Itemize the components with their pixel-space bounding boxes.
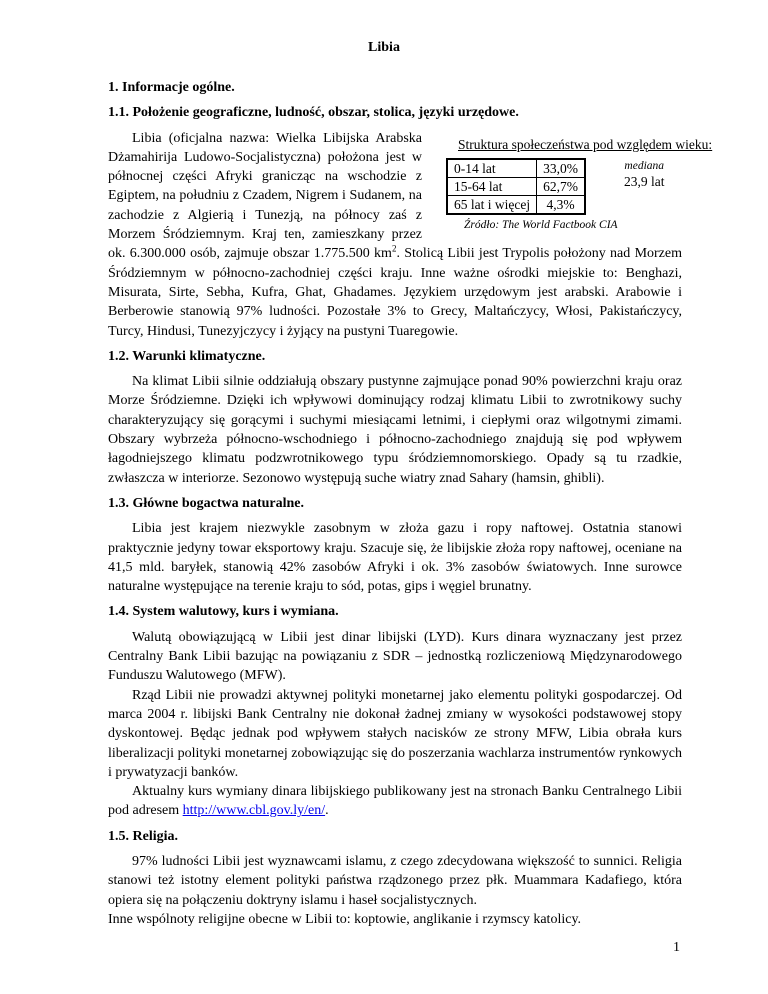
paragraph-currency-3	[108, 782, 682, 821]
median-box	[600, 158, 665, 190]
section-heading-1-1: 1.1. Położenie geograficzne, ludność, obszar, stolica, języki urzędowe.	[108, 105, 519, 121]
age-value-cell: 4,3%	[537, 195, 585, 214]
paragraph-text: Aktualny kurs wymiany dinara libijskiego publikowany jest na stronach Banku Centralnego Libii pod adresem	[108, 784, 682, 819]
paragraph-text: . Stolicą Libii jest Trypolis położony nad Morzem Śródziemnym w północno-zachodniej części kraju. Inne ważne ośrodki miejskie to: Benghazi, Misurata, Sirte, Sebha, Kufra, Ghat, Ghadames. Językiem urzędowym jest arabski. Arabowie i Berberowie stanowią 97% ludności. Pozostałe 3% to Grecy, Maltańczycy, Włosi, Pakistańczycy, Turcy, Hindusi, Tunezyjczycy i żyjący na pustyni Tuaregowie.	[108, 246, 682, 339]
age-group-cell: 0-14 lat	[447, 159, 537, 178]
age-value-cell: 62,7%	[537, 177, 585, 195]
age-group-cell: 15-64 lat	[447, 177, 537, 195]
paragraph-text: .	[325, 803, 329, 819]
section-heading-1: 1. Informacje ogólne.	[108, 80, 235, 95]
document-title: Libia	[368, 40, 400, 55]
age-structure-source: Źródło: The World Factbook CIA	[464, 218, 618, 231]
section-heading-1-4: 1.4. System walutowy, kurs i wymiana.	[108, 604, 339, 620]
paragraph-resources: Libia jest krajem niezwykle zasobnym w złoża gazu i ropy naftowej. Ostatnia stanowi praktycznie jedyny towar eksportowy kraju. Szacuje się, że libijskie złoża ropy naftowej, oceniane na 41,5 mld. baryłek, stanowią 42% zasobów Afryki i ok. 3% zasobów światowych. Inne surowce naturalne występujące na terenie kraju to sód, potas, gips i węgiel brunatny.	[108, 521, 682, 595]
section-heading-1-2: 1.2. Warunki klimatyczne.	[108, 348, 266, 364]
age-structure-row	[434, 158, 682, 215]
superscript: 2	[391, 243, 397, 254]
age-structure-box	[434, 135, 713, 236]
section-heading-1-5: 1.5. Religia.	[108, 828, 178, 844]
paragraph-religion-2: Inne wspólnoty religijne obecne w Libii to: koptowie, anglikanie i rzymscy katolicy.	[108, 911, 582, 927]
section-heading-1-3: 1.3. Główne bogactwa naturalne.	[108, 495, 304, 511]
table-row	[447, 177, 585, 195]
paragraph-religion-1: 97% ludności Libii jest wyznawcami islamu, z czego zdecydowana większość to sunnici. Religia stanowi też istotny element polityki państwa rządzonego przez płk. Muammara Kadafiego, która opiera się na połączeniu doktryny islamu i haseł socjalistycznych.	[108, 853, 682, 908]
median-label: mediana	[624, 159, 665, 172]
table-row	[447, 159, 585, 178]
document-body	[108, 78, 713, 934]
age-structure-table	[446, 158, 586, 215]
paragraph-currency-1: Walutą obowiązującą w Libii jest dinar libijski (LYD). Kurs dinara wyznaczany jest przez Centralny Bank Libii bazując na powiązaniu z SDR – jednostką rozliczeniową Międzynarodowego Funduszu Walutowego (MFW).	[108, 629, 682, 684]
median-value: 23,9 lat	[623, 173, 665, 189]
paragraph-text: Libia (oficjalna nazwa: Wielka Libijska Arabska Dżamahirija Ludowo-Socjalistyczna) położona jest w północnej części Afryki granicząc na wschodzie z Egiptem, na południu z Czadem, Nigrem i Sudanem, na zachodzie z Algierią i Tunezją, na północy zaś z Morzem Śródziemnym. Kraj ten, zamieszkany przez ok. 6.300.000 osób, zajmuje obszar 1.775.500 km	[108, 130, 422, 262]
age-group-cell: 65 lat i więcej	[447, 195, 537, 214]
paragraph-climate: Na klimat Libii silnie oddziałują obszary pustynne zajmujące ponad 90% powierzchni kraju oraz Morze Śródziemne. Dzięki ich wpływowi dominujący rodzaj klimatu Libii to zwrotnikowy suchy charakteryzujący się gorącymi i suchymi miesiącami letnimi, i ciepłymi oraz wilgotnymi zimami. Obszary wybrzeża północno-wschodniego i północno-zachodniego znajdują się pod wpływem łagodniejszego klimatu podzwrotnikowego typu śródziemnomorskiego. Opady są tu rzadkie, zwłaszcza w interiorze. Sezonowo występują suche wiatry znad Sahary (hamsin, ghibli).	[108, 374, 682, 486]
paragraph-geography	[108, 129, 713, 341]
central-bank-link[interactable]: http://www.cbl.gov.ly/en/	[182, 803, 326, 819]
age-structure-title: Struktura społeczeństwa pod względem wieku:	[458, 136, 713, 152]
table-row	[447, 195, 585, 214]
paragraph-currency-2: Rząd Libii nie prowadzi aktywnej polityki monetarnej jako elementu polityki gospodarczej. Od marca 2004 r. libijski Bank Centralny nie dokonał żadnej zmiany w wysokości podstawowej stopy dyskontowej. Będąc jednak pod wpływem stałych nacisków ze strony MFW, Libia obrała kurs liberalizacji polityki monetarnej zobowiązując się do poszerzania wachlarza instrumentów rynkowych i prywatyzacji banków.	[108, 687, 682, 780]
age-value-cell: 33,0%	[537, 159, 585, 178]
page-number: 1	[673, 940, 680, 955]
